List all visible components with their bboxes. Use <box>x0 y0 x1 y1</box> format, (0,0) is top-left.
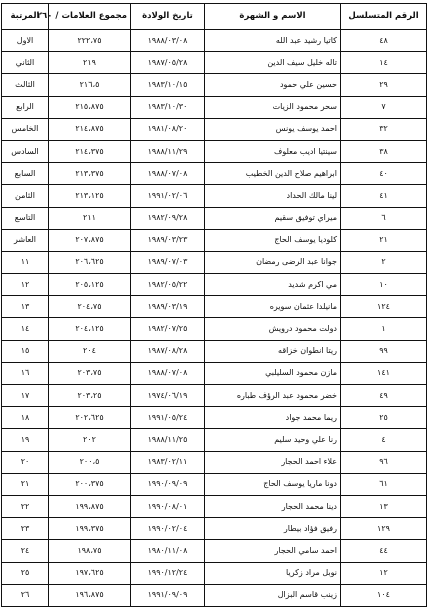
table-row <box>2 296 427 318</box>
cell-rank: الثاني <box>2 52 49 74</box>
cell-serial: ٢١ <box>341 229 427 251</box>
cell-name: مانيلدا عثمان سويره <box>205 296 341 318</box>
cell-rank: ٢٥ <box>2 562 49 584</box>
cell-name: مازن محمود السليلبي <box>205 362 341 384</box>
table-row <box>2 318 427 340</box>
cell-score: ٢٠٠،٥ <box>49 451 131 473</box>
cell-score: ٢٠٥،١٢٥ <box>49 274 131 296</box>
cell-dob: ١٩٨٨/٠٧/٠٨ <box>131 362 205 384</box>
table-row <box>2 96 427 118</box>
cell-rank: العاشر <box>2 229 49 251</box>
header-dob: تاريخ الولادة <box>131 4 205 30</box>
cell-dob: ١٩٨٧/٠٨/٢٨ <box>131 340 205 362</box>
cell-name: لينا مالك الحداد <box>205 185 341 207</box>
cell-rank: ١٤ <box>2 318 49 340</box>
cell-serial: ١٢٤ <box>341 296 427 318</box>
table-row <box>2 118 427 140</box>
cell-rank: ٢٢ <box>2 495 49 517</box>
table-row <box>2 251 427 273</box>
cell-rank: ٢٤ <box>2 540 49 562</box>
cell-name: سحر محمود الزيات <box>205 96 341 118</box>
cell-serial: ١٣ <box>341 495 427 517</box>
cell-rank: ٢١ <box>2 473 49 495</box>
cell-dob: ١٩٨٩/٠٧/٠٣ <box>131 251 205 273</box>
cell-serial: ٩٦ <box>341 451 427 473</box>
header-score: مجموع العلامات / ٢٦٠ <box>49 4 131 30</box>
cell-name: احمد يوسف يونس <box>205 118 341 140</box>
cell-score: ١٩٨،٧٥ <box>49 540 131 562</box>
table-row <box>2 52 427 74</box>
table-row <box>2 385 427 407</box>
table-row <box>2 495 427 517</box>
cell-dob: ١٩٩٠/٠٩/٠٩ <box>131 473 205 495</box>
cell-name: سينتيا اديب معلوف <box>205 140 341 162</box>
cell-name: ابراهيم صلاح الدين الخطيب <box>205 163 341 185</box>
cell-serial: ٣٨ <box>341 140 427 162</box>
table-body <box>2 30 427 607</box>
cell-dob: ١٩٨٠/١١/٠٨ <box>131 540 205 562</box>
cell-rank: ١٩ <box>2 429 49 451</box>
cell-score: ٢٢٢،٧٥ <box>49 30 131 52</box>
cell-rank: السادس <box>2 140 49 162</box>
cell-score: ٢١٣،١٢٥ <box>49 185 131 207</box>
cell-serial: ١٤١ <box>341 362 427 384</box>
cell-dob: ١٩٨٢/٠٩/٢٨ <box>131 207 205 229</box>
cell-dob: ١٩٨٢/٠٥/٢٢ <box>131 274 205 296</box>
cell-rank: ٢٣ <box>2 518 49 540</box>
cell-dob: ١٩٩٠/٠٨/٠١ <box>131 495 205 517</box>
cell-score: ٢٠٦،٦٢٥ <box>49 251 131 273</box>
table-row <box>2 140 427 162</box>
cell-rank: ١٥ <box>2 340 49 362</box>
cell-dob: ١٩٨٧/٠٥/٢٨ <box>131 52 205 74</box>
results-table <box>1 3 427 607</box>
cell-serial: ١٢ <box>341 562 427 584</box>
cell-serial: ٢٩ <box>341 74 427 96</box>
cell-dob: ١٩٨٨/١١/٢٥ <box>131 429 205 451</box>
cell-rank: ٢٠ <box>2 451 49 473</box>
cell-dob: ١٩٩٠/٠٢/٠٤ <box>131 518 205 540</box>
cell-name: ريما محمد جواد <box>205 407 341 429</box>
cell-serial: ٦١ <box>341 473 427 495</box>
cell-name: جوانا عبد الرضى رمضان <box>205 251 341 273</box>
table-row <box>2 340 427 362</box>
table-row <box>2 207 427 229</box>
table-row <box>2 584 427 606</box>
cell-score: ١٩٩،٣٧٥ <box>49 518 131 540</box>
cell-serial: ٢ <box>341 251 427 273</box>
cell-name: احمد سامي الحجار <box>205 540 341 562</box>
cell-serial: ١٤ <box>341 52 427 74</box>
cell-score: ٢١٤،٨٧٥ <box>49 118 131 140</box>
cell-score: ٢٠٤ <box>49 340 131 362</box>
cell-dob: ١٩٩١/٠٩/٠٩ <box>131 584 205 606</box>
cell-rank: ١٣ <box>2 296 49 318</box>
cell-rank: ١٧ <box>2 385 49 407</box>
cell-score: ٢٠٤،٧٥ <box>49 296 131 318</box>
cell-serial: ٣٢ <box>341 118 427 140</box>
cell-score: ١٩٦،٨٧٥ <box>49 584 131 606</box>
cell-serial: ٦ <box>341 207 427 229</box>
cell-serial: ٤٤ <box>341 540 427 562</box>
cell-rank: الاول <box>2 30 49 52</box>
cell-name: زينب قاسم البزال <box>205 584 341 606</box>
cell-name: كاتيا رشيد عبد الله <box>205 30 341 52</box>
cell-name: نوبل مراد زكريا <box>205 562 341 584</box>
cell-rank: ١٦ <box>2 362 49 384</box>
table-row <box>2 407 427 429</box>
cell-name: دونا ماريا يوسف الحاج <box>205 473 341 495</box>
cell-score: ٢١٣،٣٧٥ <box>49 163 131 185</box>
cell-rank: ١١ <box>2 251 49 273</box>
cell-serial: ٤٨ <box>341 30 427 52</box>
header-serial: الرقم المتسلسل <box>341 4 427 30</box>
cell-serial: ٤٩ <box>341 385 427 407</box>
cell-score: ١٩٩،٨٧٥ <box>49 495 131 517</box>
cell-dob: ١٩٨٨/٠٣/٠٨ <box>131 30 205 52</box>
cell-name: كلوديا يوسف الحاج <box>205 229 341 251</box>
cell-name: مي اكرم شديد <box>205 274 341 296</box>
cell-score: ٢١٤،٣٧٥ <box>49 140 131 162</box>
cell-rank: السابع <box>2 163 49 185</box>
cell-serial: ٩٩ <box>341 340 427 362</box>
table-row <box>2 30 427 52</box>
cell-score: ١٩٧،٦٢٥ <box>49 562 131 584</box>
table-row <box>2 74 427 96</box>
cell-rank: الرابع <box>2 96 49 118</box>
cell-dob: ١٩٧٤/٠٦/١٩ <box>131 385 205 407</box>
cell-dob: ١٩٩١/٠٢/٠٦ <box>131 185 205 207</box>
cell-name: دينا محمد الحجار <box>205 495 341 517</box>
cell-score: ٢٠٢،٦٢٥ <box>49 407 131 429</box>
cell-name: تاله خليل سيف الدين <box>205 52 341 74</box>
cell-serial: ٢٥ <box>341 407 427 429</box>
table-row <box>2 429 427 451</box>
table-row <box>2 518 427 540</box>
cell-serial: ٤٠ <box>341 163 427 185</box>
cell-serial: ١٠٤ <box>341 584 427 606</box>
table-row <box>2 362 427 384</box>
cell-rank: الثالث <box>2 74 49 96</box>
cell-dob: ١٩٨١/٠٨/٢٠ <box>131 118 205 140</box>
header-name: الاسم و الشهرة <box>205 4 341 30</box>
cell-dob: ١٩٨٣/٠٢/١١ <box>131 451 205 473</box>
cell-name: رفيق فؤاد بيطار <box>205 518 341 540</box>
cell-score: ٢٠٣،٢٥ <box>49 385 131 407</box>
cell-dob: ١٩٨٢/٠٧/٢٥ <box>131 318 205 340</box>
cell-dob: ١٩٨٩/٠٣/٢٣ <box>131 229 205 251</box>
cell-score: ٢٠٤،١٢٥ <box>49 318 131 340</box>
cell-name: خضر محمود عبد الرؤف طباره <box>205 385 341 407</box>
header-row <box>2 4 427 30</box>
table-row <box>2 185 427 207</box>
cell-score: ٢٠٢ <box>49 429 131 451</box>
cell-name: رنا علي وحيد سليم <box>205 429 341 451</box>
cell-serial: ١٠ <box>341 274 427 296</box>
cell-dob: ١٩٨٣/١٠/١٥ <box>131 74 205 96</box>
cell-serial: ٧ <box>341 96 427 118</box>
cell-name: ميراي توفيق سقيم <box>205 207 341 229</box>
cell-dob: ١٩٨٨/١١/٢٩ <box>131 140 205 162</box>
cell-dob: ١٩٨٩/٠٣/١٩ <box>131 296 205 318</box>
cell-rank: ١٢ <box>2 274 49 296</box>
cell-name: ريتا انطوان خزاقه <box>205 340 341 362</box>
table-row <box>2 229 427 251</box>
cell-score: ٢٠٣،٧٥ <box>49 362 131 384</box>
cell-score: ٢٠٧،٨٧٥ <box>49 229 131 251</box>
cell-dob: ١٩٩١/٠٥/٢٤ <box>131 407 205 429</box>
cell-score: ٢١٩ <box>49 52 131 74</box>
cell-rank: التاسع <box>2 207 49 229</box>
cell-dob: ١٩٨٣/١٠/٣٠ <box>131 96 205 118</box>
cell-dob: ١٩٨٨/٠٧/٠٨ <box>131 163 205 185</box>
header-rank: المرتبة <box>2 4 49 30</box>
cell-serial: ١٢٩ <box>341 518 427 540</box>
cell-score: ٢٠٠،٣٧٥ <box>49 473 131 495</box>
cell-score: ٢١٦،٥ <box>49 74 131 96</box>
table-row <box>2 451 427 473</box>
table-row <box>2 274 427 296</box>
cell-serial: ١ <box>341 318 427 340</box>
cell-name: دولت محمود درويش <box>205 318 341 340</box>
cell-rank: الخامس <box>2 118 49 140</box>
cell-rank: الثامن <box>2 185 49 207</box>
cell-name: علاء احمد الحجار <box>205 451 341 473</box>
cell-rank: ١٨ <box>2 407 49 429</box>
cell-serial: ٤ <box>341 429 427 451</box>
table-row <box>2 540 427 562</box>
table-row <box>2 163 427 185</box>
cell-dob: ١٩٩٠/١٢/٢٤ <box>131 562 205 584</box>
cell-score: ٢١٥،٨٧٥ <box>49 96 131 118</box>
cell-name: حسين علي حمود <box>205 74 341 96</box>
cell-score: ٢١١ <box>49 207 131 229</box>
cell-serial: ٤١ <box>341 185 427 207</box>
table-row <box>2 562 427 584</box>
table-row <box>2 473 427 495</box>
cell-rank: ٢٦ <box>2 584 49 606</box>
